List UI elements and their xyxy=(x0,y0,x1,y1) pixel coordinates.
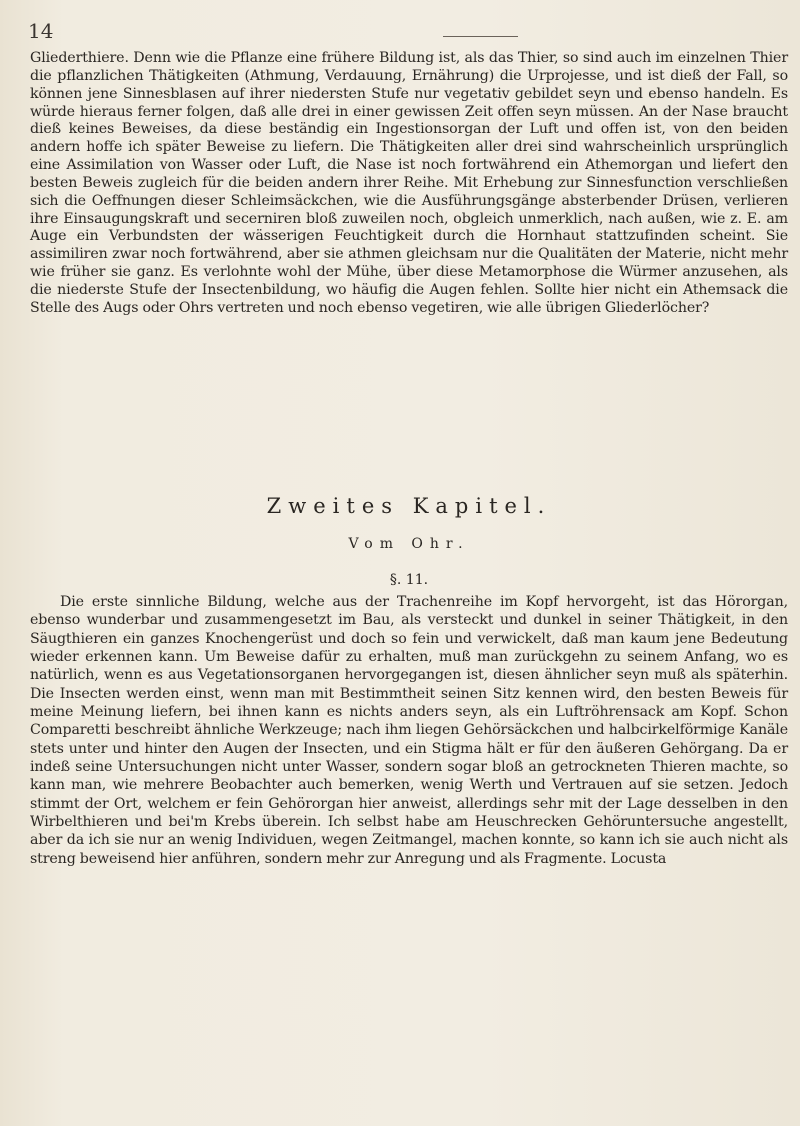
paragraph: Gliederthiere. Denn wie die Pflanze eine frühere Bildung ist, als das Thier, so sind auch im einzelnen Thier die pflanzlichen Thätigkeiten (Athmung, Verdauung, Ernährung) die Urprojesse, und ist dieß der Fall, so können jene Sinnesblasen auf ihrer niedersten Stufe nur vegetativ gebildet seyn und ebenso handeln. Es würde hieraus ferner folgen, daß alle drei in einer gewissen Zeit offen seyn müssen. An der Nase braucht dieß keines Beweises, da diese beständig ein Ingestionsorgan der Luft und offen ist, von den beiden andern hoffe ich später Beweise zu liefern. Die Thätigkeiten aller drei sind wahrscheinlich ursprünglich eine Assimilation von Wasser oder Luft, die Nase ist noch fortwährend ein Athemorgan und liefert den besten Beweis zugleich für die beiden andern ihrer Reihe. Mit Erhebung zur Sinnesfunction verschließen sich die Oeffnungen dieser Schleimsäckchen, wie die Ausführungsgänge absterbender Drüsen, verlieren ihre Einsaugungskraft und secerniren bloß zuweilen noch, obgleich unmerklich, nach außen, wie z. E. am Auge ein Verbundsten der wässerigen Feuchtigkeit durch die Hornhaut stattzufinden scheint. Sie assimiliren zwar noch fortwährend, aber sie athmen gleichsam nur die Qualitäten der Materie, nicht mehr wie früher sie ganz. Es verlohnte wohl der Mühe, über diese Metamorphose die Würmer anzusehen, als die niederste Stufe der Insectenbildung, wo häufig die Augen fehlen. Sollte hier nicht ein Athemsack die Stelle des Augs oder Ohrs vertreten und noch ebenso vegetiren, wie alle übrigen Gliederlöcher? xyxy=(30,50,788,316)
section-text-block xyxy=(30,593,788,868)
chapter-subtitle: Vom Ohr. xyxy=(348,536,470,552)
header-rule xyxy=(443,36,518,37)
body-text-block xyxy=(30,50,788,318)
page-number: 14 xyxy=(28,19,54,43)
page-header xyxy=(28,20,770,44)
chapter-heading: Zweites Kapitel. xyxy=(266,494,552,518)
section-number: §. 11. xyxy=(389,572,429,588)
paragraph: Die erste sinnliche Bildung, welche aus der Trachenreihe im Kopf hervorgeht, ist das Hörorgan, ebenso wunderbar und zusammengesetzt im Bau, als versteckt und dunkel in seiner Thätigkeit, in den Säugthieren ein ganzes Knochengerüst und doch so fein und verwickelt, daß man kaum jene Bedeutung wieder erkennen kann. Um Beweise dafür zu erhalten, muß man zurückgehn zu seinem Anfang, wo es natürlich, wenn es aus Vegetationsorganen hervorgegangen ist, diesen ähnlicher seyn muß als späterhin. Die Insecten werden einst, wenn man mit Bestimmtheit seinen Sitz kennen wird, den besten Beweis für meine Meinung liefern, bei ihnen kann es nichts anders seyn, als ein Luftröhrensack am Kopf. Schon Comparetti beschreibt ähnliche Werkzeuge; nach ihm liegen Gehörsäckchen und halbcirkelförmige Kanäle stets unter und hinter den Augen der Insecten, und ein Stigma hält er für den äußeren Gehörgang. Da er indeß seine Untersuchungen nicht unter Wasser, sondern sogar bloß an getrockneten Thieren machte, so kann man, wie mehrere Beobachter auch bemerken, wenig Werth und Vertrauen auf sie setzen. Jedoch stimmt der Ort, welchem er fein Gehörorgan hier anweist, allerdings sehr mit der Lage desselben in den Wirbelthieren und bei'm Krebs überein. Ich selbst habe am Heuschrecken Gehöruntersuche angestellt, aber da ich sie nur an wenig Individuen, wegen Zeitmangel, machen konnte, so kann ich sie auch nicht als streng beweisend hier anführen, sondern mehr zur Anregung und als Fragmente. Locusta xyxy=(30,594,788,867)
